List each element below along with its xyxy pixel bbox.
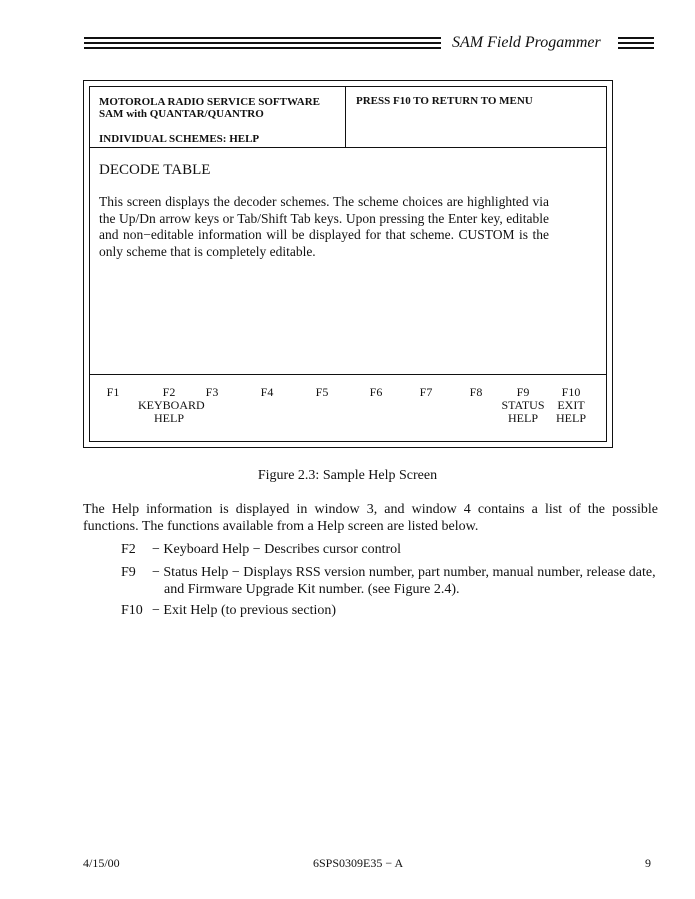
fkey-f9[interactable]: F9 STATUS HELP (501, 385, 545, 425)
figure-caption: Figure 2.3: Sample Help Screen (257, 468, 438, 483)
screen-software-name: MOTOROLA RADIO SERVICE SOFTWARE (99, 96, 320, 108)
screen-help-window (90, 148, 606, 375)
function-key-f10: F10 (121, 603, 143, 618)
body-paragraph: The Help information is displayed in window 3, and window 4 contains a list of the possible functions. The functions available from a Help screen are listed below. (83, 502, 658, 534)
header-title: SAM Field Progammer (452, 34, 601, 51)
fkey-f2[interactable]: F2 KEYBOARD HELP (138, 385, 205, 425)
screen-return-instruction: PRESS F10 TO RETURN TO MENU (356, 95, 533, 107)
function-desc-f9: − Status Help − Displays RSS version number, part number, manual number, release date, and Firmware Upgrade Kit number. (see Figure 2.4). (152, 565, 656, 597)
footer-doc-number: 6SPS0309E35 − A (313, 856, 404, 870)
screen-product-name: SAM with QUANTAR/QUANTRO (99, 108, 264, 120)
function-desc-f10: − Exit Help (to previous section) (152, 603, 337, 618)
fkey-f7[interactable]: F7 (419, 385, 433, 399)
function-key-f2: F2 (121, 542, 136, 557)
sample-help-screen (83, 80, 613, 448)
screen-window (89, 86, 607, 442)
fkey-f8[interactable]: F8 (469, 385, 483, 399)
function-key-f9: F9 (121, 565, 136, 580)
footer-page-number: 9 (645, 856, 651, 870)
screen-title-row (90, 87, 606, 148)
help-title: DECODE TABLE (99, 162, 211, 178)
fkey-f10[interactable]: F10 EXIT HELP (556, 385, 586, 425)
fkey-f3[interactable]: F3 (205, 385, 219, 399)
screen-section-name: INDIVIDUAL SCHEMES: HELP (99, 133, 260, 145)
help-body: This screen displays the decoder schemes. The scheme choices are highlighted via the Up/Dn arrow keys or Tab/Shift Tab keys. Upon pressing the Enter key, editable and non−editable information will be displayed for that scheme. CUSTOM is the only scheme that is completely editable. (99, 194, 549, 259)
screen-title-box (90, 87, 346, 147)
fkey-f5[interactable]: F5 (315, 385, 329, 399)
fkey-f6[interactable]: F6 (369, 385, 383, 399)
function-key-bar (90, 375, 606, 441)
footer-date: 4/15/00 (83, 856, 120, 870)
function-desc-f2: − Keyboard Help − Describes cursor control (152, 542, 402, 557)
fkey-f4[interactable]: F4 (260, 385, 274, 399)
fkey-f1[interactable]: F1 (106, 385, 120, 399)
